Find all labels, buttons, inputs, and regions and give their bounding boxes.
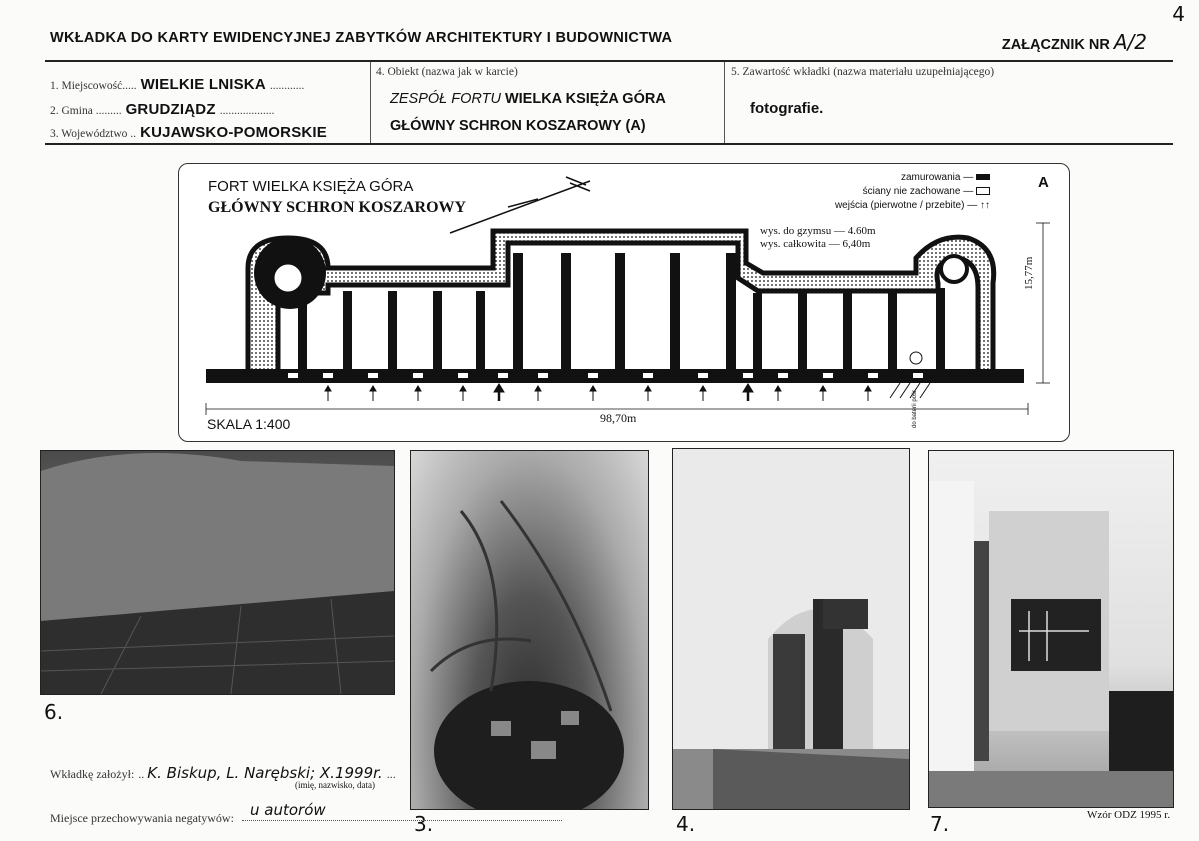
- field-commune-value: GRUDZIĄDZ: [125, 101, 216, 118]
- footer-founded-label: Wkładkę założył:: [50, 767, 135, 781]
- plan-height-cornice: wys. do gzymsu — 4.60m: [760, 225, 876, 237]
- footer-founded: Wkładkę założył: .. K. Biskup, L. Narębski; X.1999r. ...: [50, 764, 396, 782]
- field-commune: 2. Gmina ......... GRUDZIĄDZ ...................: [50, 101, 275, 118]
- attachment-label-text: ZAŁĄCZNIK NR: [1001, 37, 1110, 53]
- legend-missing-walls: ściany nie zachowane —: [800, 185, 990, 199]
- legend-walled-up: zamurowania —: [800, 171, 990, 185]
- field-object-line1: [390, 91, 666, 107]
- photo-4-image: [673, 449, 909, 809]
- footer-storage: [50, 809, 234, 827]
- footer-model: Wzór ODZ 1995 r.: [1087, 809, 1171, 821]
- plan-corner-letter: A: [1038, 174, 1049, 191]
- attachment-number: A/2: [1113, 30, 1147, 54]
- field-object-italic: ZESPÓŁ FORTU: [390, 91, 501, 107]
- footer-storage-dots: [242, 820, 562, 821]
- field-contents-label: 5. Zawartość wkładki (nazwa materiału uzupełniającego): [731, 66, 995, 78]
- photo-6: [40, 450, 395, 695]
- photo-7-image: [929, 451, 1173, 807]
- field-voivodeship-label: 3. Województwo: [50, 128, 128, 140]
- field-divider-1: [370, 62, 371, 143]
- field-locality-value: WIELKIE LNISKA: [140, 76, 266, 93]
- fields-rule: [45, 143, 1173, 145]
- photo-7-number: 7.: [930, 812, 950, 836]
- field-voivodeship-value: KUJAWSKO-POMORSKIE: [140, 124, 328, 141]
- plan-title-1: FORT WIELKA KSIĘŻA GÓRA: [208, 178, 414, 195]
- field-object-bold: WIELKA KSIĘŻA GÓRA: [504, 91, 666, 107]
- plan-height-total: wys. całkowita — 6,40m: [760, 238, 871, 250]
- footer-founded-hint: (imię, nazwisko, data): [295, 780, 375, 790]
- field-contents-value: fotografie.: [750, 100, 824, 117]
- footer-storage-label: Miejsce przechowywania negatywów:: [50, 811, 234, 825]
- photo-3: [410, 450, 649, 810]
- plan-entrance-arrows: [325, 384, 871, 401]
- photo-3-image: [411, 451, 648, 809]
- legend-entrances: wejścia (pierwotne / przebite) — ↑↑: [834, 200, 990, 211]
- field-voivodeship: 3. Województwo .. KUJAWSKO-POMORSKIE: [50, 124, 328, 141]
- field-object-line2: GŁÓWNY SCHRON KOSZAROWY (A): [390, 118, 646, 134]
- floor-plan-drawing: [178, 163, 1068, 440]
- photo-3-number: 3.: [414, 812, 434, 836]
- field-commune-label: 2. Gmina: [50, 105, 93, 117]
- photo-6-number: 6.: [44, 700, 64, 724]
- photo-7: [928, 450, 1174, 808]
- footer-storage-value: u autorów: [250, 801, 326, 819]
- plan-dim-horizontal: 98,70m: [600, 411, 637, 425]
- header-rule: [45, 60, 1173, 62]
- field-divider-2: [724, 62, 725, 143]
- attachment-label: [1002, 30, 1147, 54]
- photo-4-number: 4.: [676, 812, 696, 836]
- plan-side-note: do baterii pośr.: [912, 388, 918, 428]
- photo-4: [672, 448, 910, 810]
- field-locality: 1. Miejscowość..... WIELKIE LNISKA ............: [50, 76, 305, 93]
- photo-6-image: [41, 451, 394, 694]
- plan-title-2: GŁÓWNY SCHRON KOSZAROWY: [208, 199, 467, 216]
- document-title: WKŁADKA DO KARTY EWIDENCYJNEJ ZABYTKÓW ARCHITEKTURY I BUDOWNICTWA: [50, 30, 673, 46]
- page-corner-number: 4: [1172, 2, 1185, 26]
- north-arrow-icon: [450, 177, 590, 233]
- field-locality-label: 1. Miejscowość: [50, 80, 123, 92]
- field-object-label: 4. Obiekt (nazwa jak w karcie): [376, 66, 518, 78]
- plan-scale: SKALA 1:400: [207, 416, 291, 432]
- footer-founded-value: K. Biskup, L. Narębski; X.1999r.: [147, 764, 383, 782]
- plan-dim-vertical: 15,77m: [1023, 256, 1035, 290]
